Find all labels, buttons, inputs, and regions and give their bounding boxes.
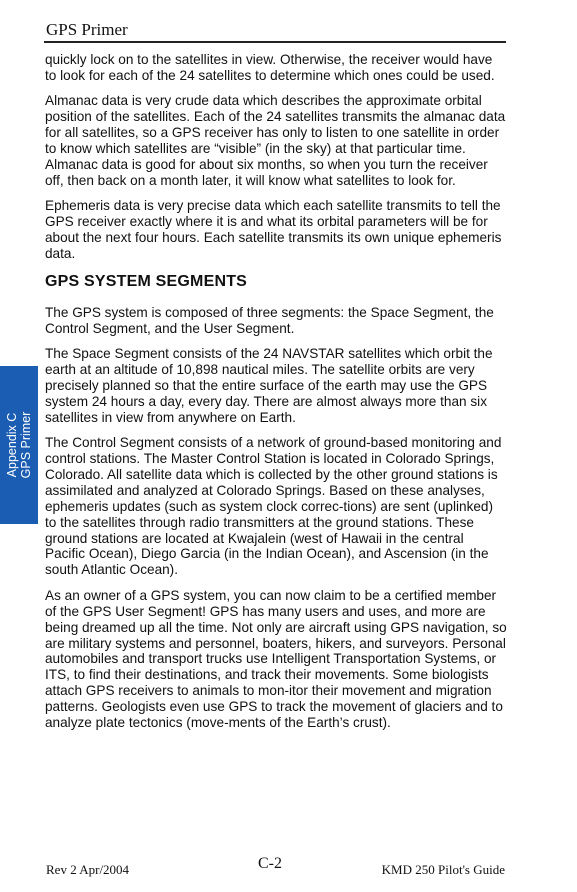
- header-rule: [44, 41, 506, 43]
- paragraph-control-segment: The Control Segment consists of a network of ground-based monitoring and control stations. The Master Control Station is located in Colorado Springs, Colorado. All satellite data which is collected by the other ground stations is assimilated and analyzed at Colorado Springs. Based on these analyses, ephemeris updates (such as system clock correc-tions) are sent (uplinked) to the satellites through radio transmitters at the ground stations. These ground stations are located at Kwajalein (west of Hawaii in the central Pacific Ocean), Diego Garcia (in the Indian Ocean), and Ascension (in the south Atlantic Ocean).: [45, 435, 502, 578]
- paragraph-ephemeris: Ephemeris data is very precise data which each satellite transmits to tell the GPS receiver exactly where it is and what its orbital parameters will be for about the next four hours. Each satellite transmits its own unique ephemeris data.: [45, 198, 502, 261]
- paragraph-segments: The GPS system is composed of three segments: the Space Segment, the Control Segment, and the User Segment.: [45, 304, 494, 336]
- side-tab-section: GPS Primer: [19, 411, 33, 479]
- paragraph-lock-on: quickly lock on to the satellites in view. Otherwise, the receiver would have to look for each of the 24 satellites to determine which ones could be used.: [45, 52, 495, 83]
- side-tab-appendix: Appendix C: [5, 412, 19, 478]
- side-tab-label: [5, 412, 33, 479]
- page-number: C-2: [258, 855, 282, 872]
- page-body: [45, 52, 507, 740]
- paragraph-almanac: Almanac data is very crude data which describes the approximate orbital position of the satellites. Each of the 24 satellites transmits the almanac data for all satellites, so a GPS receiver has only to listen to one satellite in order to know which satellites are “visible” (in the sky) at that particular time. Almanac data is good for about six months, so when you turn the receiver off, then back on a month later, it will know what satellites to look for.: [45, 93, 506, 188]
- running-header: GPS Primer: [46, 20, 128, 39]
- footer-revision: Rev 2 Apr/2004: [46, 862, 130, 877]
- appendix-side-tab: [0, 366, 38, 524]
- paragraph-user-segment: As an owner of a GPS system, you can now claim to be a certified member of the GPS User Segment! GPS has many users and uses, and more are being dreamed up all the time. Not only are aircraft using GPS navigation, so are military systems and personnel, boaters, hikers, and surveyors. Personal automobiles and transport trucks use Intelligent Transportation Systems, or ITS, to find their destinations, and track their movements. Some biologists attach GPS receivers to animals to mon-itor their movement and migration patterns. Geologists even use GPS to track the movement of glaciers and to analyze plate tectonics (move-ments of the Earth’s crust).: [45, 587, 507, 731]
- paragraph-space-segment: The Space Segment consists of the 24 NAVSTAR satellites which orbit the earth at an altitude of 10,898 nautical miles. The satellite orbits are very precisely planned so that the entire surface of the earth may use the GPS system 24 hours a day, every day. There are almost always more than six satellites in view from anywhere on Earth.: [45, 346, 493, 425]
- section-heading: GPS SYSTEM SEGMENTS: [45, 272, 248, 290]
- footer-guide-title: KMD 250 Pilot's Guide: [381, 862, 505, 877]
